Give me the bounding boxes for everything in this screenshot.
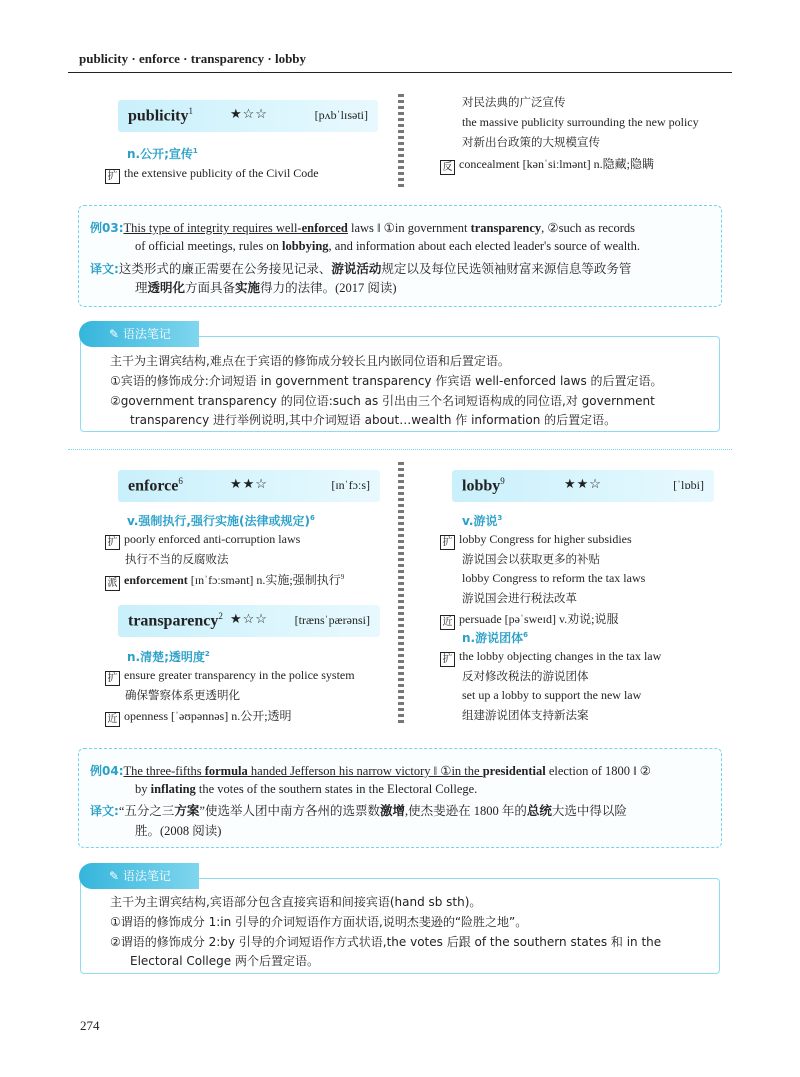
derivative-mark: 派 <box>105 576 120 591</box>
star-rating: ★☆☆ <box>230 612 268 627</box>
phonetic: [pʌbˈlɪsəti] <box>314 108 368 122</box>
synonym-line: 近 openness [ˈəʊpənnəs] n.公开;透明 <box>105 707 292 727</box>
example-sentence: by inflating the votes of the southern states in the Electoral College. <box>135 782 478 796</box>
headword-box-enforce <box>118 470 380 502</box>
column-divider <box>398 462 404 726</box>
extension-translation: 游说国会以获取更多的补贴 <box>462 552 600 566</box>
headword-box-publicity <box>118 100 378 132</box>
antonym-mark: 反 <box>440 160 455 175</box>
example-translation: 胜。(2008 阅读) <box>135 824 222 838</box>
grammar-note-line: ②government transparency 的同位语:such as 引出由三个名词短语构成的同位语,对 government <box>110 394 655 408</box>
example-tag: 例03: <box>90 221 124 235</box>
grammar-note-line: ①谓语的修饰成分 1:in 引导的介词短语作方面状语,说明杰斐逊的“险胜之地”。 <box>110 915 528 929</box>
grammar-note-line: ②谓语的修饰成分 2:by 引导的介词短语作方式状语,the votes 后跟 of the southern states 和 in the <box>110 935 662 949</box>
headword: transparency$^2$ <box>128 611 223 630</box>
part-of-speech: n.清楚;透明度$^2$ <box>127 650 210 664</box>
extension-mark: 扩 <box>105 671 120 686</box>
synonym-mark: 近 <box>440 615 455 630</box>
example-translation: 理透明化方面具备实施得力的法律。(2017 阅读) <box>135 281 397 295</box>
extension-translation: 组建游说团体支持新法案 <box>462 708 589 722</box>
extension-mark: 扩 <box>105 169 120 184</box>
extension-line: the massive publicity surrounding the new policy <box>462 115 699 129</box>
extension-line: 扩 the lobby objecting changes in the tax law <box>440 649 661 667</box>
extension-translation: 对新出台政策的大规模宣传 <box>462 135 600 149</box>
headword: lobby$^9$ <box>462 476 505 495</box>
headword-box-transparency <box>118 605 380 637</box>
phonetic: [ɪnˈfɔːs] <box>331 478 370 492</box>
grammar-note-line: transparency 进行举例说明,其中介词短语 about…wealth 作 information 的后置定语。 <box>130 413 617 427</box>
section-separator <box>68 449 732 450</box>
grammar-note-tab: ✎ 语法笔记 <box>79 863 199 889</box>
grammar-note-line: ①宾语的修饰成分:介词短语 in government transparency 作宾语 well-enforced laws 的后置定语。 <box>110 374 663 388</box>
extension-mark: 扩 <box>440 535 455 550</box>
antonym-line: 反 concealment [kənˈsiːlmənt] n.隐藏;隐瞒 <box>440 155 654 175</box>
extension-line: 扩 lobby Congress for higher subsidies <box>440 532 632 550</box>
header-rule <box>68 72 732 73</box>
extension-mark: 扩 <box>105 535 120 550</box>
part-of-speech: v.强制执行,强行实施(法律或规定)$^6$ <box>127 514 315 528</box>
example-translation: 译文:这类形式的廉正需要在公务接见记录、游说活动规定以及每位民选领袖财富来源信息等政务管 <box>90 262 632 276</box>
page-number: 274 <box>80 1018 100 1033</box>
grammar-note-tab: ✎ 语法笔记 <box>79 321 199 347</box>
example-translation: 译文:“五分之三方案”使选举人团中南方各州的选票数激增,使杰斐逊在 1800 年的总统大选中得以险 <box>90 804 627 818</box>
part-of-speech: n.公开;宣传$^1$ <box>127 147 198 161</box>
running-head: publicity · enforce · transparency · lobby <box>79 51 307 66</box>
extension-translation: 反对修改税法的游说团体 <box>462 669 589 683</box>
derivative-line: 派 enforcement [ɪnˈfɔːsmənt] n.实施;强制执行$^9$ <box>105 571 344 591</box>
example-sentence: of official meetings, rules on lobbying, and information about each elected leader's source of wealth. <box>135 239 641 253</box>
extension-translation: 游说国会进行税法改革 <box>462 591 577 605</box>
extension-mark: 扩 <box>440 652 455 667</box>
headword: publicity$^1$ <box>128 106 193 125</box>
extension-line: 扩 poorly enforced anti-corruption laws <box>105 532 300 550</box>
grammar-note-line: 主干为主谓宾结构,宾语部分包含直接宾语和间接宾语(hand sb sth)。 <box>110 895 482 909</box>
translation-tag: 译文: <box>90 804 119 818</box>
headword: enforce$^6$ <box>128 476 183 495</box>
extension-line: lobby Congress to reform the tax laws <box>462 571 646 585</box>
extension-translation: 确保警察体系更透明化 <box>125 688 240 702</box>
part-of-speech: n.游说团体$^6$ <box>462 631 528 645</box>
grammar-note-line: Electoral College 两个后置定语。 <box>130 954 319 968</box>
star-rating: ★★☆ <box>564 477 602 492</box>
phonetic: [ˈlɒbi] <box>673 478 704 492</box>
synonym-line: 近 persuade [pəˈsweɪd] v.劝说;说服 <box>440 610 619 630</box>
example-sentence: 例04:The three-fifths formula handed Jefferson his narrow victory ‖ ①in the presidential election of 1800 ‖ ② <box>90 764 652 778</box>
star-rating: ★☆☆ <box>230 107 268 122</box>
part-of-speech: v.游说$^3$ <box>462 514 503 528</box>
extension-line: 扩 ensure greater transparency in the police system <box>105 668 355 686</box>
column-divider <box>398 94 404 190</box>
translation-tag: 译文: <box>90 262 119 276</box>
star-rating: ★★☆ <box>230 477 268 492</box>
extension-translation: 执行不当的反腐败法 <box>125 552 229 566</box>
synonym-mark: 近 <box>105 712 120 727</box>
extension-line: set up a lobby to support the new law <box>462 688 642 702</box>
extension-translation: 对民法典的广泛宣传 <box>462 95 566 109</box>
extension-line: 扩 the extensive publicity of the Civil Code <box>105 166 319 184</box>
example-tag: 例04: <box>90 764 124 778</box>
example-sentence: 例03:This type of integrity requires well-enforced laws ‖ ①in government transparency, ②such as records <box>90 221 635 235</box>
grammar-note-line: 主干为主谓宾结构,难点在于宾语的修饰成分较长且内嵌同位语和后置定语。 <box>110 354 510 368</box>
phonetic: [trænsˈpærənsi] <box>294 613 370 627</box>
headword-box-lobby <box>452 470 714 502</box>
